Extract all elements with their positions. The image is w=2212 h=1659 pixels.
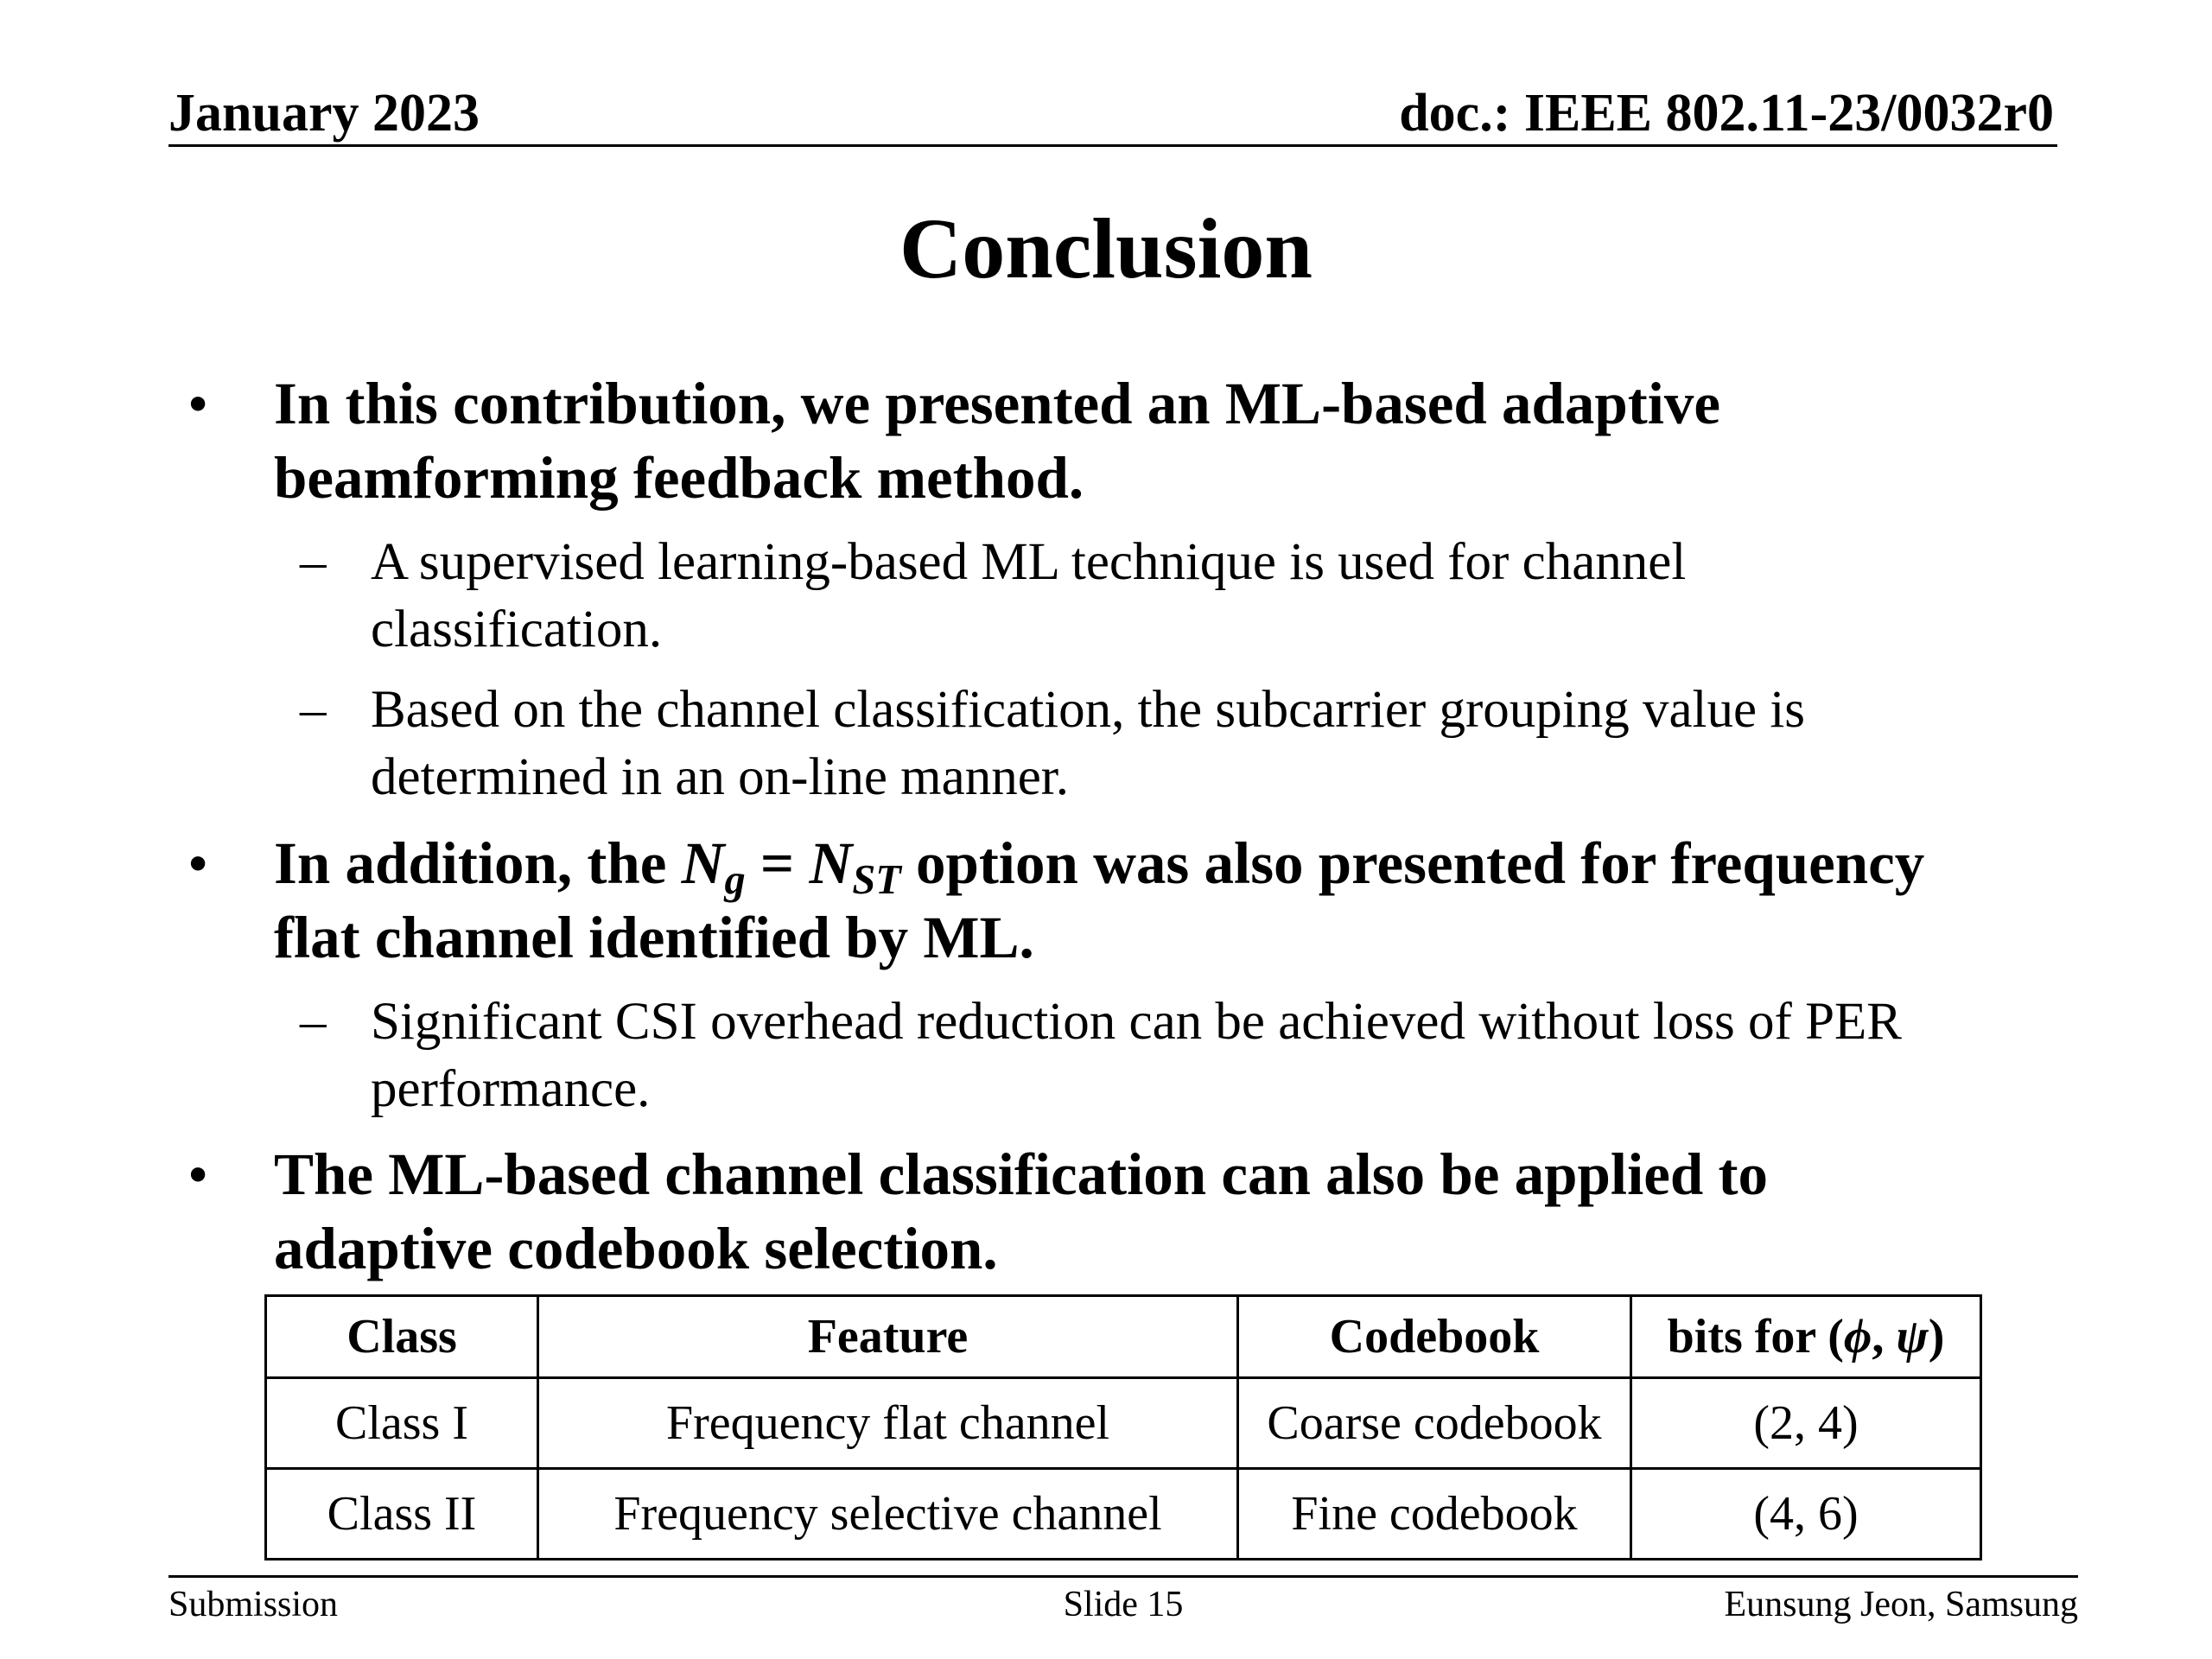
sub-bullet-1-2-line-2: determined in an on-line manner. [371, 748, 1069, 806]
cell-class: Class I [266, 1378, 538, 1469]
sub-bullet-1-2-line-1: Based on the channel classification, the subcarrier grouping value is [371, 681, 1806, 739]
bullet-mark: • [188, 830, 209, 896]
cell-codebook: Fine codebook [1238, 1469, 1631, 1560]
footer-slide-number: Slide 15 [1063, 1585, 1184, 1624]
cell-codebook: Coarse codebook [1238, 1378, 1631, 1469]
math-n-st [809, 830, 901, 904]
math-n: N [681, 830, 725, 896]
header-doc-id: doc.: IEEE 802.11-23/0032r0 [1399, 84, 2054, 143]
bullet-2 [188, 826, 1925, 904]
sub-bullet-1-1-cont [371, 596, 662, 664]
bullet-3-cont [274, 1211, 998, 1286]
header-date: January 2023 [168, 84, 480, 143]
footer-rule [168, 1575, 2078, 1578]
table-row [266, 1469, 1981, 1560]
footer-submission: Submission [168, 1585, 339, 1624]
bullet-2-post: option was also presented for frequency [900, 830, 1925, 896]
cell-bits: (4, 6) [1631, 1469, 1981, 1560]
bullet-1-cont [274, 441, 1084, 515]
sub-bullet-2-1 [300, 988, 1902, 1056]
math-sub-st: ST [852, 857, 901, 904]
math-sub-g: g [724, 857, 746, 904]
math-n: N [809, 830, 853, 896]
math-n-g [681, 830, 746, 904]
phi-symbol: ϕ [1843, 1310, 1872, 1363]
sub-bullet-1-1-line-1: A supervised learning-based ML technique is used for channel [371, 533, 1687, 591]
bullet-2-cont [274, 900, 1034, 975]
header-class: Class [266, 1296, 538, 1378]
bullet-1-line-2: beamforming feedback method. [274, 445, 1084, 511]
bullet-mark: • [188, 371, 209, 436]
sub-bullet-1-1 [300, 529, 1687, 596]
sub-bullet-1-2-cont [371, 744, 1069, 811]
bullet-3-line-1: The ML-based channel classification can also be applied to [274, 1141, 1768, 1207]
bullet-1 [188, 366, 1721, 441]
bullet-mark: • [188, 1141, 209, 1207]
bullet-3-line-2: adaptive codebook selection. [274, 1216, 998, 1281]
footer-author: Eunsung Jeon, Samsung [1724, 1585, 2078, 1624]
bullet-1-line-1: In this contribution, we presented an ML-based adaptive [274, 371, 1721, 436]
codebook-table [264, 1294, 1982, 1560]
sub-bullet-1-2 [300, 677, 1806, 744]
bullet-2-line-2: flat channel identified by ML. [274, 905, 1034, 970]
header-bits [1631, 1296, 1981, 1378]
header-feature: Feature [538, 1296, 1238, 1378]
header-bits-pre: bits for ( [1667, 1310, 1844, 1363]
sub-bullet-2-1-line-1: Significant CSI overhead reduction can be achieved without loss of PER [371, 993, 1902, 1051]
math-equals: = [745, 830, 810, 896]
psi-symbol: ψ [1896, 1310, 1929, 1363]
dash-mark: – [300, 993, 327, 1051]
table-header-row [266, 1296, 1981, 1378]
sub-bullet-2-1-cont [371, 1056, 650, 1123]
bullet-2-pre: In addition, the [274, 830, 682, 896]
header-bits-post: ) [1928, 1310, 1945, 1363]
header-codebook: Codebook [1238, 1296, 1631, 1378]
sub-bullet-2-1-line-2: performance. [371, 1060, 651, 1118]
cell-class: Class II [266, 1469, 538, 1560]
cell-bits: (2, 4) [1631, 1378, 1981, 1469]
header-bits-comma: , [1872, 1310, 1897, 1363]
dash-mark: – [300, 533, 327, 591]
cell-feature: Frequency flat channel [538, 1378, 1238, 1469]
header-rule [168, 144, 2057, 147]
sub-bullet-1-1-line-2: classification. [371, 601, 663, 658]
bullet-3 [188, 1137, 1768, 1211]
dash-mark: – [300, 681, 327, 739]
table-row [266, 1378, 1981, 1469]
slide-title: Conclusion [899, 200, 1313, 296]
cell-feature: Frequency selective channel [538, 1469, 1238, 1560]
